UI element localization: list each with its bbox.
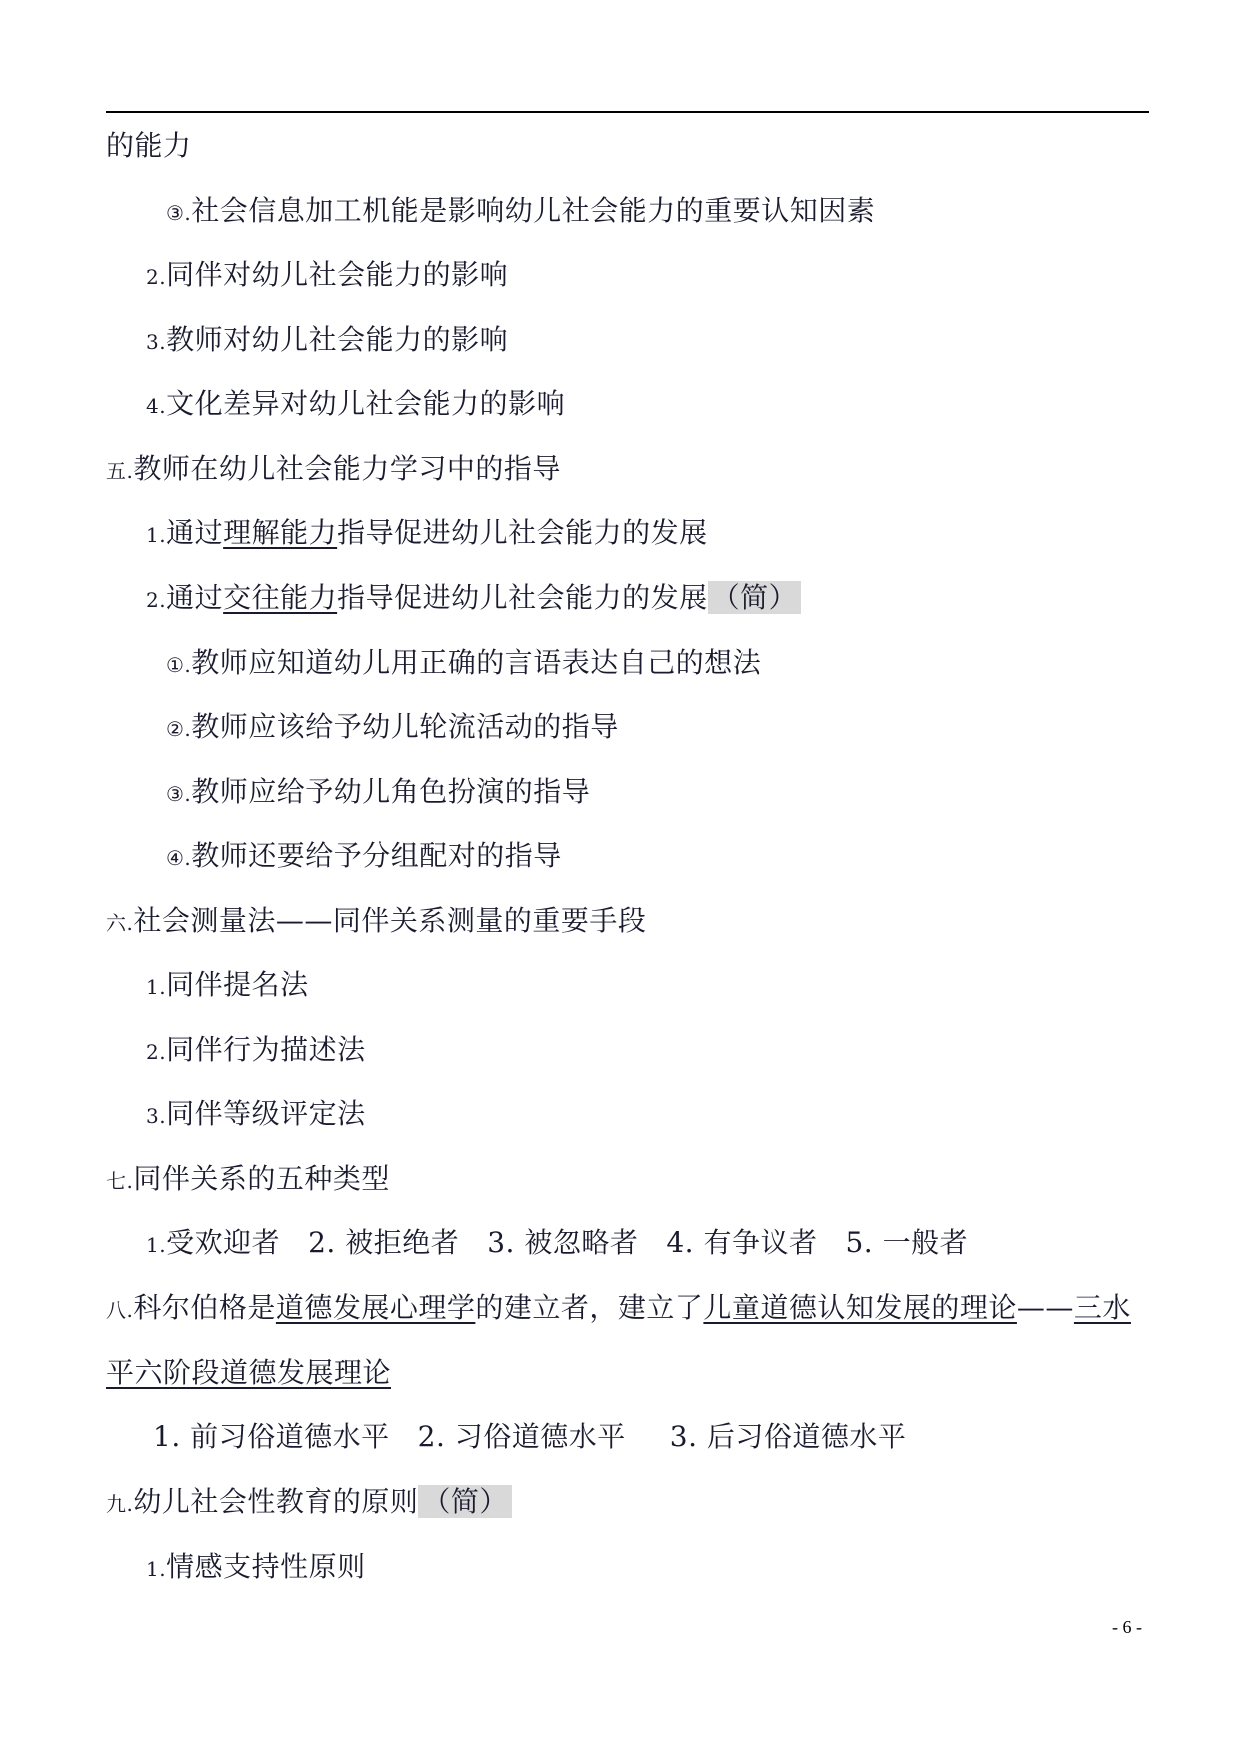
list-marker: 1. bbox=[146, 975, 167, 999]
line-text: 2. 被拒绝者 bbox=[308, 1226, 460, 1259]
underlined-term: 平六阶段道德发展理论 bbox=[106, 1356, 392, 1389]
line-text: 2. 习俗道德水平 bbox=[417, 1420, 626, 1453]
line-text: 3. 被忽略者 bbox=[487, 1226, 639, 1259]
list-marker: 八. bbox=[106, 1298, 134, 1322]
list-marker: 七. bbox=[106, 1169, 134, 1193]
list-marker: 六. bbox=[106, 911, 134, 935]
header-rule bbox=[106, 111, 1149, 113]
line-text: 指导促进幼儿社会能力的发展 bbox=[337, 516, 708, 549]
text-line bbox=[153, 1417, 906, 1457]
line-text: 教师对幼儿社会能力的影响 bbox=[166, 323, 509, 356]
text-line bbox=[146, 255, 508, 295]
line-text: 教师应知道幼儿用正确的言语表达自己的想法 bbox=[191, 646, 762, 679]
list-marker: 1. bbox=[146, 1557, 167, 1581]
line-text: 教师在幼儿社会能力学习中的指导 bbox=[133, 452, 561, 485]
text-line bbox=[166, 191, 875, 231]
line-text: 教师应该给予幼儿轮流活动的指导 bbox=[191, 710, 619, 743]
line-text: 5. 一般者 bbox=[845, 1226, 969, 1259]
line-text: 同伴关系的五种类型 bbox=[133, 1162, 390, 1195]
line-text: 幼儿社会性教育的原则 bbox=[133, 1485, 419, 1518]
underlined-term: 三水 bbox=[1073, 1291, 1131, 1324]
section-heading bbox=[106, 1159, 390, 1199]
list-marker: 4. bbox=[146, 394, 167, 418]
list-marker: ③. bbox=[166, 782, 192, 806]
text-line bbox=[166, 772, 590, 812]
list-marker: 1. bbox=[146, 1233, 167, 1257]
section-heading bbox=[106, 901, 646, 941]
list-marker: ④. bbox=[166, 846, 192, 870]
line-text: 文化差异对幼儿社会能力的影响 bbox=[166, 387, 566, 420]
text-line bbox=[146, 1223, 968, 1263]
list-marker: 2. bbox=[146, 265, 167, 289]
section-heading bbox=[106, 449, 561, 489]
line-text: 受欢迎者 bbox=[166, 1226, 281, 1259]
section-heading bbox=[106, 1288, 1131, 1328]
line-text: 通过 bbox=[166, 581, 224, 614]
line-text: 科尔伯格是 bbox=[133, 1291, 276, 1324]
text-line bbox=[166, 643, 761, 683]
list-marker: ①. bbox=[166, 653, 192, 677]
underlined-term: 交往能力 bbox=[223, 581, 338, 614]
text-line bbox=[106, 126, 192, 166]
text-line bbox=[146, 1094, 366, 1134]
text-line bbox=[146, 965, 309, 1005]
line-text: 同伴等级评定法 bbox=[166, 1097, 366, 1130]
text-line bbox=[106, 1353, 391, 1393]
page-number: - 6 - bbox=[1112, 1617, 1142, 1637]
line-text: 同伴对幼儿社会能力的影响 bbox=[166, 258, 509, 291]
list-marker: 五. bbox=[106, 459, 134, 483]
line-text: 教师应给予幼儿角色扮演的指导 bbox=[191, 775, 591, 808]
highlight-tag: （简） bbox=[418, 1485, 512, 1518]
list-marker: ③. bbox=[166, 201, 192, 225]
text-line bbox=[166, 707, 619, 747]
line-text: 情感支持性原则 bbox=[166, 1550, 366, 1583]
text-line bbox=[146, 384, 565, 424]
list-marker: 2. bbox=[146, 1040, 167, 1064]
text-line bbox=[146, 1547, 366, 1587]
line-text: 3. 后习俗道德水平 bbox=[669, 1420, 907, 1453]
line-text: 的能力 bbox=[106, 129, 192, 162]
section-heading bbox=[106, 1482, 512, 1522]
line-text: 1. 前习俗道德水平 bbox=[153, 1420, 390, 1453]
text-line bbox=[146, 578, 801, 618]
line-text: 指导促进幼儿社会能力的发展 bbox=[337, 581, 708, 614]
line-text: 通过 bbox=[166, 516, 224, 549]
list-marker: 九. bbox=[106, 1492, 134, 1516]
line-text: 的建立者，建立了 bbox=[475, 1291, 704, 1324]
underlined-term: 道德发展心理学 bbox=[275, 1291, 476, 1324]
text-line bbox=[166, 836, 562, 876]
line-text: —— bbox=[1016, 1291, 1074, 1324]
line-text: 教师还要给予分组配对的指导 bbox=[191, 839, 562, 872]
list-marker: 3. bbox=[146, 1104, 167, 1128]
list-marker: 1. bbox=[146, 523, 167, 547]
line-text: 4. 有争议者 bbox=[666, 1226, 818, 1259]
line-text: 社会测量法——同伴关系测量的重要手段 bbox=[133, 904, 647, 937]
line-text: 社会信息加工机能是影响幼儿社会能力的重要认知因素 bbox=[191, 194, 876, 227]
line-text: 同伴提名法 bbox=[166, 968, 309, 1001]
underlined-term: 理解能力 bbox=[223, 516, 338, 549]
text-line bbox=[146, 1030, 366, 1070]
text-line bbox=[146, 320, 508, 360]
text-line bbox=[146, 513, 708, 553]
list-marker: ②. bbox=[166, 717, 192, 741]
list-marker: 2. bbox=[146, 588, 167, 612]
list-marker: 3. bbox=[146, 330, 167, 354]
highlight-tag: （简） bbox=[708, 581, 802, 614]
underlined-term: 儿童道德认知发展的理论 bbox=[703, 1291, 1017, 1324]
line-text: 同伴行为描述法 bbox=[166, 1033, 366, 1066]
